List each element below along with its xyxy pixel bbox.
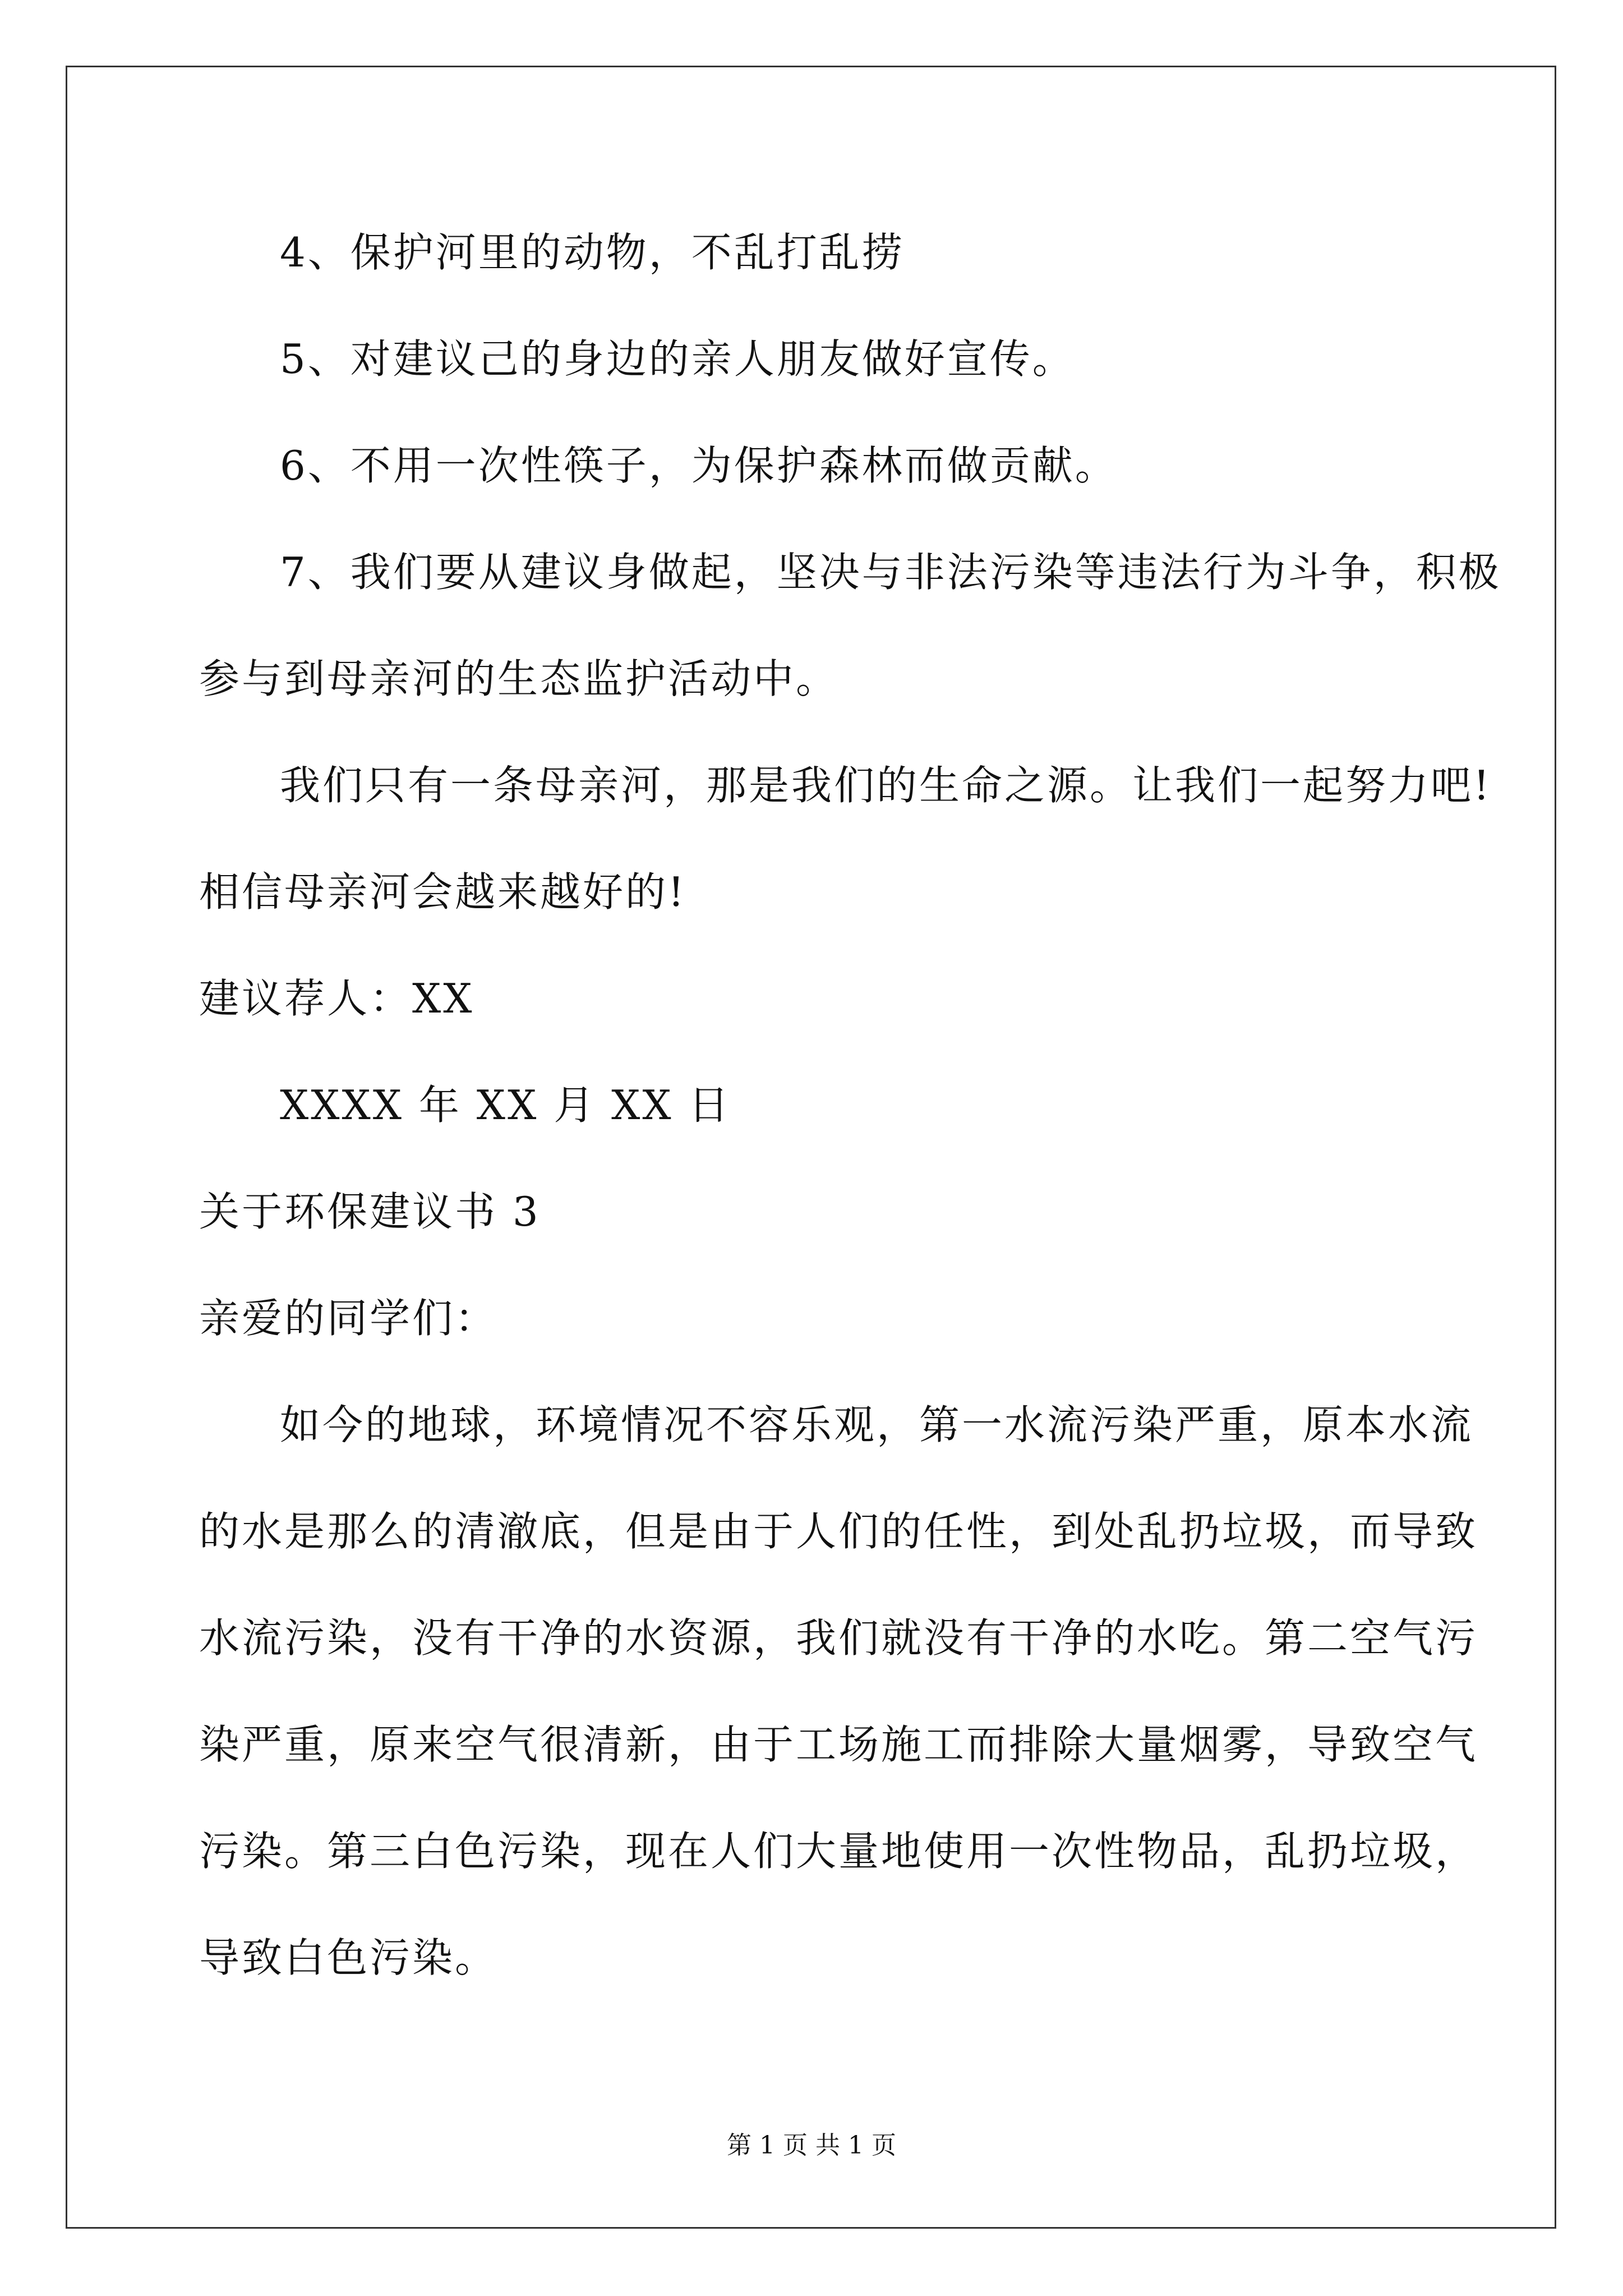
text-line: 水流污染，没有干净的水资源，我们就没有干净的水吃。第二空气污	[199, 1614, 1478, 1662]
signature-line: 建议荐人：XX	[199, 975, 474, 1022]
text-line: 的水是那么的清澈底，但是由于人们的任性，到处乱扔垃圾，而导致	[199, 1508, 1478, 1555]
text-line: 我们只有一条母亲河，那是我们的生命之源。让我们一起努力吧!	[280, 762, 1492, 809]
page-footer: 第 1 页 共 1 页	[727, 2131, 896, 2160]
text-line: 5、对建议己的身边的亲人朋友做好宣传。	[280, 335, 1075, 383]
section-title: 关于环保建议书 3	[199, 1188, 541, 1235]
text-line: 参与到母亲河的生态监护活动中。	[199, 655, 839, 702]
text-line: 导致白色污染。	[199, 1934, 498, 1981]
salutation: 亲爱的同学们：	[199, 1295, 498, 1342]
page-border	[66, 66, 1556, 2229]
text-line: 7、我们要从建议身做起，坚决与非法污染等违法行为斗争，积极	[280, 549, 1501, 596]
text-line: 如今的地球，环境情况不容乐观，第一水流污染严重，原本水流	[280, 1401, 1474, 1448]
text-line: 6、不用一次性筷子，为保护森林而做贡献。	[280, 442, 1118, 489]
date-line: XXXX 年 XX 月 XX 日	[280, 1082, 731, 1129]
text-line: 相信母亲河会越来越好的!	[199, 868, 686, 915]
text-line: 4、保护河里的动物，不乱打乱捞	[280, 229, 905, 276]
text-line: 污染。第三白色污染，现在人们大量地使用一次性物品，乱扔垃圾，	[199, 1828, 1478, 1875]
text-line: 染严重，原来空气很清新，由于工场施工而排除大量烟雾，导致空气	[199, 1721, 1478, 1768]
